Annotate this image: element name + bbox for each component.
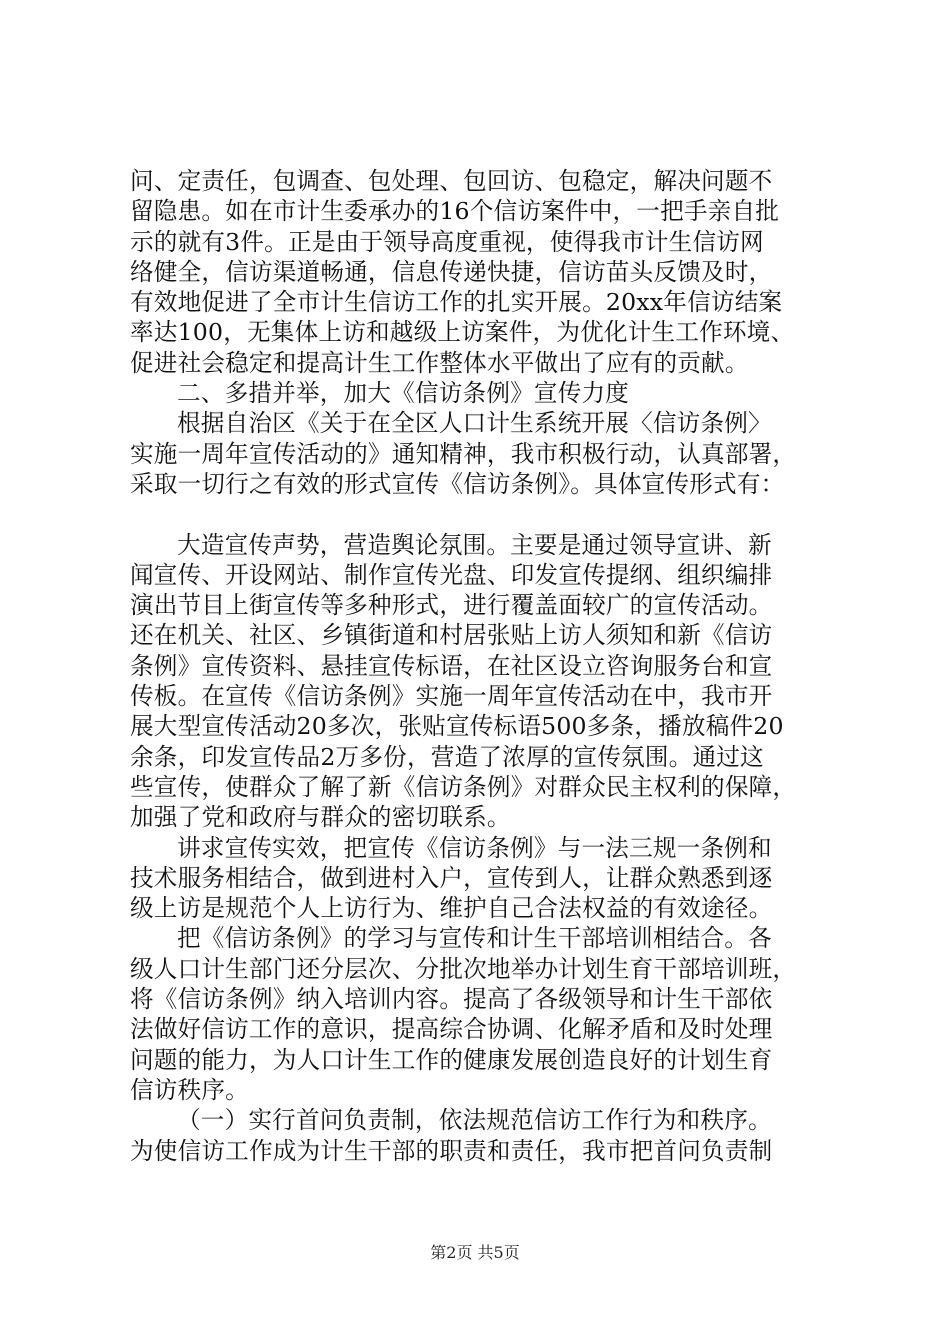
- text-line: （一）实行首问负责制，依法规范信访工作行为和秩序。: [177, 1106, 772, 1135]
- paragraph-training: [130, 923, 830, 1105]
- text-line: 为使信访工作成为计生干部的职责和责任，我市把首问负责制: [130, 1136, 773, 1165]
- page-number: 第2页 共5页: [430, 1243, 520, 1262]
- text-line: 有效地促进了全市计生信访工作的扎实开展。20xx年信访结案: [130, 288, 783, 317]
- text-line: 展大型宣传活动20多次，张贴宣传标语500多条，播放稿件20: [130, 712, 784, 741]
- text-line: 问题的能力，为人口计生工作的健康发展创造良好的计划生育: [130, 1045, 773, 1074]
- paragraph-first-responsibility: [130, 1105, 830, 1166]
- text-line: 留隐患。如在市计生委承办的16个信访案件中，一把手亲自批: [130, 197, 780, 226]
- document-body: [130, 166, 830, 1166]
- text-line: 采取一切行之有效的形式宣传《信访条例》。具体宣传形式有：: [130, 469, 785, 498]
- text-line: 问、定责任，包调查、包处理、包回访、包稳定，解决问题不: [130, 167, 773, 195]
- paragraph-effectiveness: [130, 833, 830, 924]
- section-heading: [130, 378, 830, 408]
- text-line: 根据自治区《关于在全区人口计生系统开展〈信访条例〉: [177, 409, 772, 438]
- text-line: 实施一周年宣传活动的》通知精神，我市积极行动，认真部署，: [130, 439, 797, 468]
- paragraph-continuation: [130, 166, 830, 378]
- paragraph-intro: [130, 408, 830, 499]
- text-line: 余条，印发宣传品2万多份，营造了浓厚的宣传氛围。通过这: [130, 742, 764, 771]
- text-line: 示的就有3件。正是由于领导高度重视，使得我市计生信访网: [130, 227, 764, 256]
- paragraph-gap: [130, 499, 830, 529]
- text-line: 还在机关、社区、乡镇街道和村居张贴上访人须知和新《信访: [130, 621, 773, 650]
- text-line: 级人口计生部门还分层次、分批次地举办计划生育干部培训班，: [130, 954, 797, 983]
- text-line: 将《信访条例》纳入培训内容。提高了各级领导和计生干部依: [130, 985, 773, 1014]
- text-line: 法做好信访工作的意识，提高综合协调、化解矛盾和及时处理: [130, 1015, 773, 1044]
- text-line: 级上访是规范个人上访行为、维护自己合法权益的有效途径。: [130, 894, 773, 923]
- text-line: 促进社会稳定和提高计生工作整体水平做出了应有的贡献。: [130, 348, 749, 377]
- text-line: 条例》宣传资料、悬挂宣传标语，在社区设立咨询服务台和宣: [130, 651, 773, 680]
- text-line: 把《信访条例》的学习与宣传和计生干部培训相结合。各: [177, 924, 772, 953]
- paragraph-publicity: [130, 530, 830, 833]
- text-line: 传板。在宣传《信访条例》实施一周年宣传活动在中，我市开: [130, 682, 773, 711]
- text-line: 闻宣传、开设网站、制作宣传光盘、印发宣传提纲、组织编排: [130, 560, 773, 589]
- text-line: 信访秩序。: [130, 1075, 249, 1104]
- text-line: 加强了党和政府与群众的密切联系。: [130, 803, 511, 832]
- text-line: 讲求宣传实效，把宣传《信访条例》与一法三规一条例和: [177, 833, 772, 862]
- text-line: 大造宣传声势，营造舆论氛围。主要是通过领导宣讲、新: [177, 530, 772, 559]
- page-footer: [0, 1240, 950, 1263]
- text-line: 率达100，无集体上访和越级上访案件，为优化计生工作环境、: [130, 318, 795, 347]
- text-line: 技术服务相结合，做到进村入户，宣传到人，让群众熟悉到逐: [130, 863, 773, 892]
- text-line: 络健全，信访渠道畅通，信息传递快捷，信访苗头反馈及时，: [130, 257, 773, 286]
- text-line: 些宣传，使群众了解了新《信访条例》对群众民主权利的保障，: [130, 772, 797, 801]
- section-heading-text: 二、多措并举，加大《信访条例》宣传力度: [177, 379, 630, 408]
- text-line: 演出节目上街宣传等多种形式，进行覆盖面较广的宣传活动。: [130, 591, 773, 620]
